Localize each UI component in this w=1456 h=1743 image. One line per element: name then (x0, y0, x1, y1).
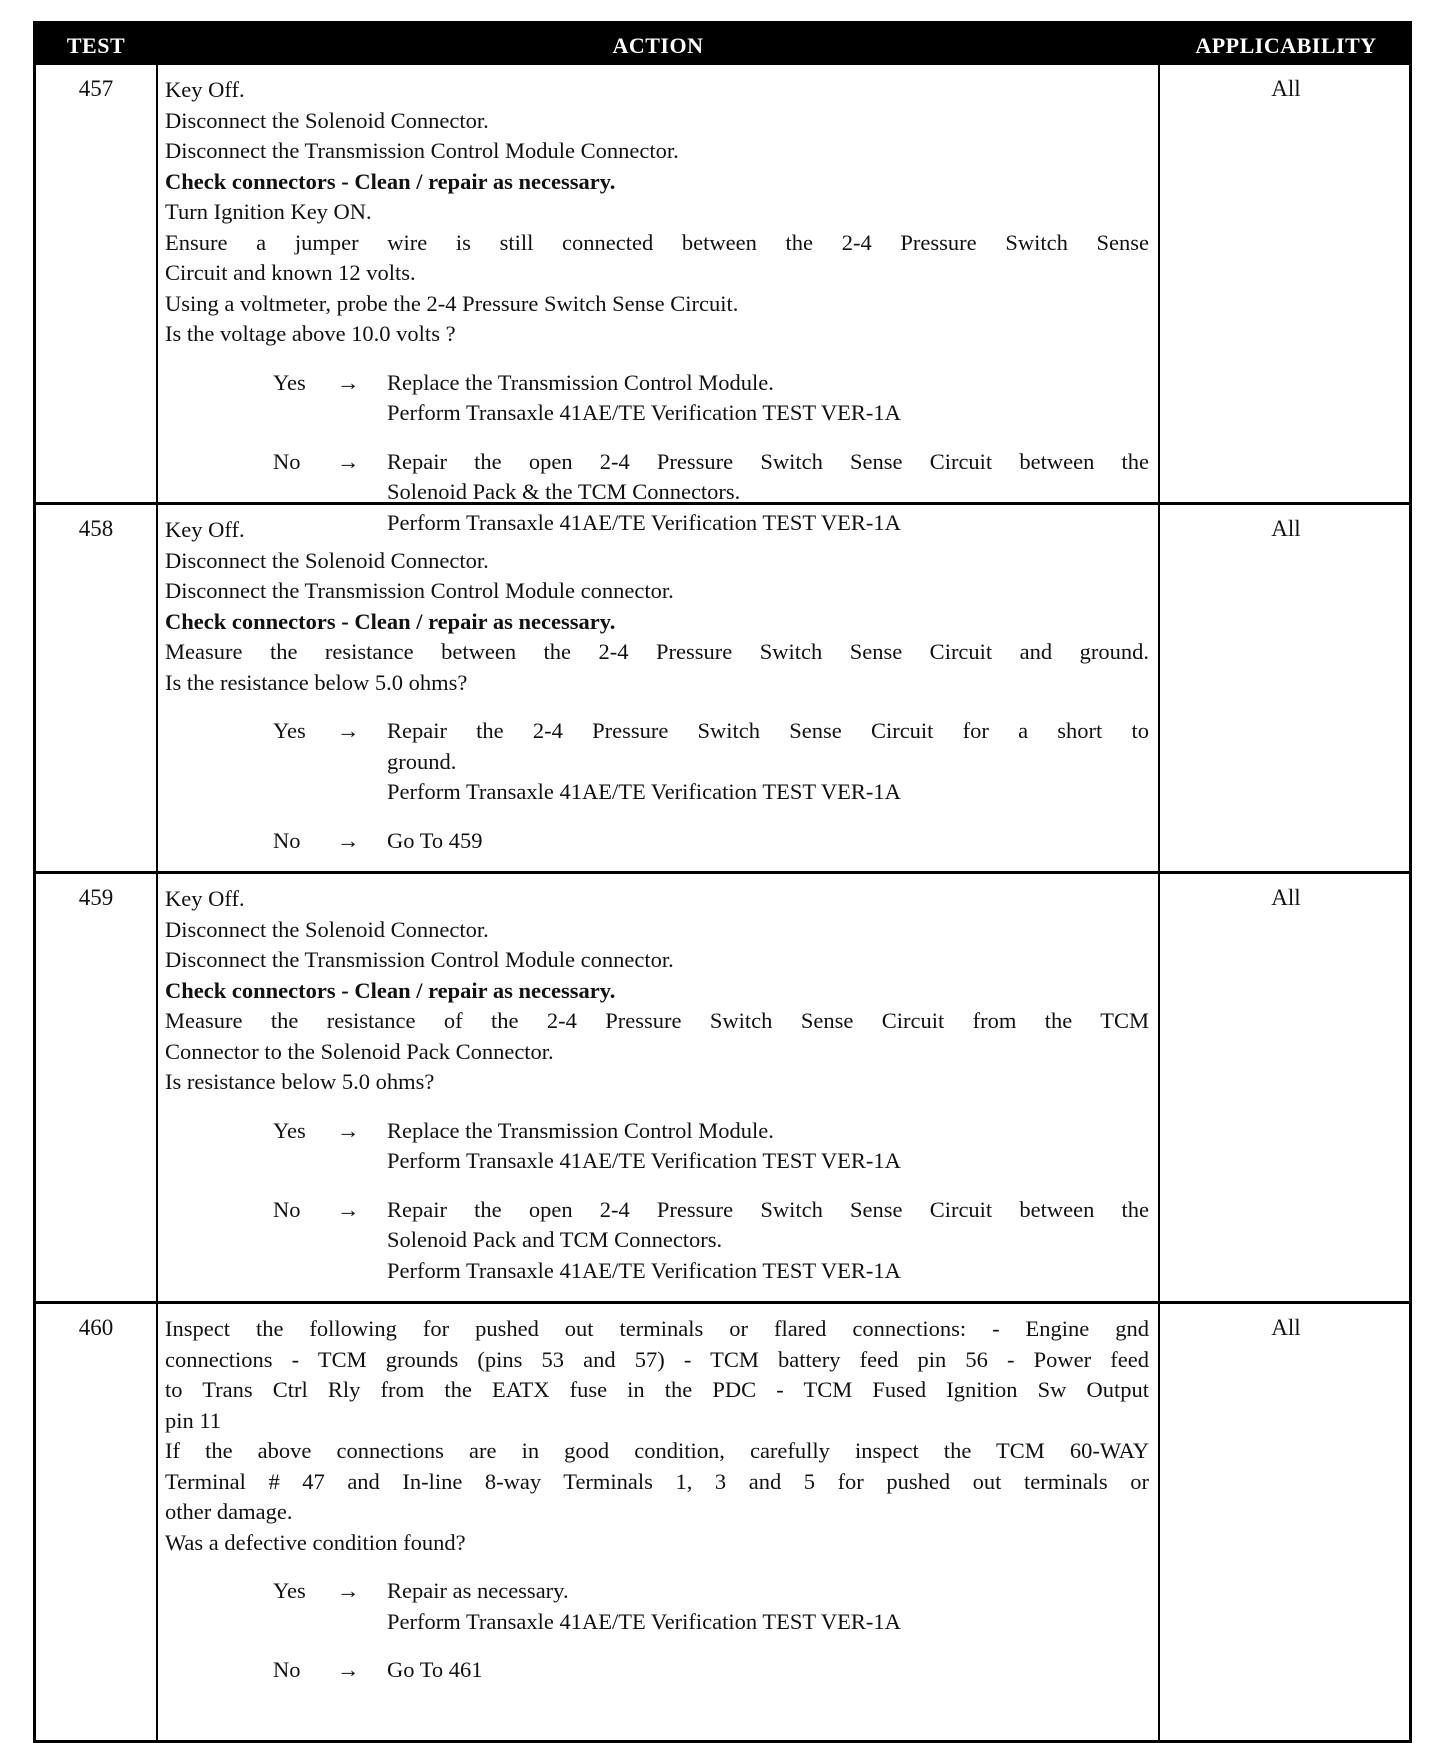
applicability-cell: All (1271, 516, 1301, 541)
step: Connector to the Solenoid Pack Connector. (165, 1038, 554, 1064)
result-line: Perform Transaxle 41AE/TE Verification TEST VER-1A (387, 1608, 901, 1634)
no-branch (165, 1195, 1149, 1287)
step-question: Is resistance below 5.0 ohms? (165, 1069, 435, 1094)
step: Disconnect the Transmission Control Module connector. (165, 578, 674, 603)
no-branch (165, 1655, 1149, 1686)
test-number: 459 (78, 885, 114, 910)
header-test: TEST (66, 33, 126, 58)
action-cell (165, 1304, 1149, 1686)
yes-label: Yes (273, 1117, 306, 1143)
arrow-icon: → (337, 1578, 360, 1603)
header-applicability: APPLICABILITY (1195, 33, 1377, 58)
result-line: Repair the 2-4 Pressure Switch Sense Circuit for a short to (387, 718, 1149, 743)
no-label: No (273, 1196, 301, 1222)
step: connections - TCM grounds (pins 53 and 57) - TCM battery feed pin 56 - Power feed (165, 1346, 1149, 1372)
yes-branch (165, 368, 1149, 429)
action-cell (165, 874, 1149, 1286)
step: other damage. (165, 1499, 293, 1524)
step: Terminal # 47 and In-line 8-way Terminals 1, 3 and 5 for pushed out terminals or (165, 1468, 1149, 1494)
step: pin 11 (165, 1407, 222, 1433)
step: Ensure a jumper wire is still connected between the 2-4 Pressure Switch Sense (165, 229, 1149, 255)
no-label: No (273, 827, 301, 853)
step: Disconnect the Solenoid Connector. (165, 107, 489, 133)
arrow-icon: → (337, 1117, 360, 1143)
result-line: Perform Transaxle 41AE/TE Verification TEST VER-1A (387, 1148, 901, 1173)
result-line: Perform Transaxle 41AE/TE Verification TEST VER-1A (387, 779, 901, 804)
test-row-458 (36, 502, 1409, 871)
yes-branch (165, 1576, 1149, 1637)
result-line: ground. (387, 748, 457, 774)
result-line: Replace the Transmission Control Module. (387, 1117, 774, 1143)
step-emphasis: Check connectors - Clean / repair as necessary. (165, 608, 616, 634)
test-number: 458 (78, 516, 114, 541)
applicability-cell: All (1271, 76, 1301, 101)
arrow-icon: → (337, 1196, 360, 1222)
result-line: Solenoid Pack and TCM Connectors. (387, 1227, 723, 1252)
step: Key Off. (165, 77, 245, 102)
step: Inspect the following for pushed out terminals or flared connections: - Engine gnd (165, 1316, 1149, 1341)
applicability-cell: All (1271, 885, 1301, 910)
no-label: No (273, 1657, 301, 1682)
result-line: Go To 461 (387, 1657, 483, 1682)
step-question: Is the voltage above 10.0 volts ? (165, 321, 456, 346)
result-line: Perform Transaxle 41AE/TE Verification TEST VER-1A (387, 400, 901, 425)
arrow-icon: → (337, 718, 360, 743)
step-question: Is the resistance below 5.0 ohms? (165, 669, 468, 695)
arrow-icon: → (337, 827, 360, 853)
test-number: 457 (78, 76, 114, 101)
step: Circuit and known 12 volts. (165, 260, 416, 285)
step: Measure the resistance between the 2-4 Pressure Switch Sense Circuit and ground. (165, 639, 1149, 664)
result-line: Perform Transaxle 41AE/TE Verification TEST VER-1A (387, 1257, 901, 1283)
yes-branch (165, 716, 1149, 808)
no-label: No (273, 448, 301, 474)
step: Key Off. (165, 517, 245, 542)
result-line: Replace the Transmission Control Module. (387, 369, 774, 395)
test-number: 460 (78, 1315, 114, 1340)
step: Disconnect the Transmission Control Module Connector. (165, 138, 679, 163)
yes-label: Yes (273, 369, 306, 395)
test-row-460 (36, 1301, 1409, 1740)
arrow-icon: → (337, 369, 360, 395)
header-action: ACTION (612, 33, 704, 58)
step: Measure the resistance of the 2-4 Pressure Switch Sense Circuit from the TCM (165, 1008, 1149, 1033)
yes-branch (165, 1116, 1149, 1177)
result-line: Go To 459 (387, 827, 483, 853)
no-branch (165, 826, 1149, 857)
diagnostic-test-table (33, 21, 1412, 1743)
result-line: Solenoid Pack & the TCM Connectors. (387, 479, 741, 504)
step: to Trans Ctrl Rly from the EATX fuse in the PDC - TCM Fused Ignition Sw Output (165, 1377, 1149, 1402)
step: If the above connections are in good condition, carefully inspect the TCM 60-WAY (165, 1438, 1149, 1463)
arrow-icon: → (337, 448, 360, 474)
yes-label: Yes (273, 718, 306, 743)
action-cell (165, 505, 1149, 856)
step-emphasis: Check connectors - Clean / repair as necessary. (165, 977, 616, 1003)
step: Disconnect the Solenoid Connector. (165, 916, 489, 942)
step: Disconnect the Solenoid Connector. (165, 547, 489, 573)
result-line: Perform Transaxle 41AE/TE Verification TEST VER-1A (387, 509, 901, 535)
test-row-459 (36, 871, 1409, 1301)
step: Turn Ignition Key ON. (165, 199, 372, 224)
applicability-cell: All (1271, 1315, 1301, 1340)
yes-label: Yes (273, 1578, 306, 1603)
step: Using a voltmeter, probe the 2-4 Pressure Switch Sense Circuit. (165, 290, 739, 316)
table-header (36, 24, 1409, 65)
result-line: Repair the open 2-4 Pressure Switch Sense Circuit between the (387, 448, 1149, 474)
step: Key Off. (165, 886, 245, 911)
result-line: Repair as necessary. (387, 1578, 569, 1603)
step-question: Was a defective condition found? (165, 1529, 466, 1555)
result-line: Repair the open 2-4 Pressure Switch Sense Circuit between the (387, 1196, 1149, 1222)
step-emphasis: Check connectors - Clean / repair as necessary. (165, 168, 616, 194)
step: Disconnect the Transmission Control Module connector. (165, 947, 674, 972)
action-cell (165, 65, 1149, 538)
arrow-icon: → (337, 1657, 360, 1682)
